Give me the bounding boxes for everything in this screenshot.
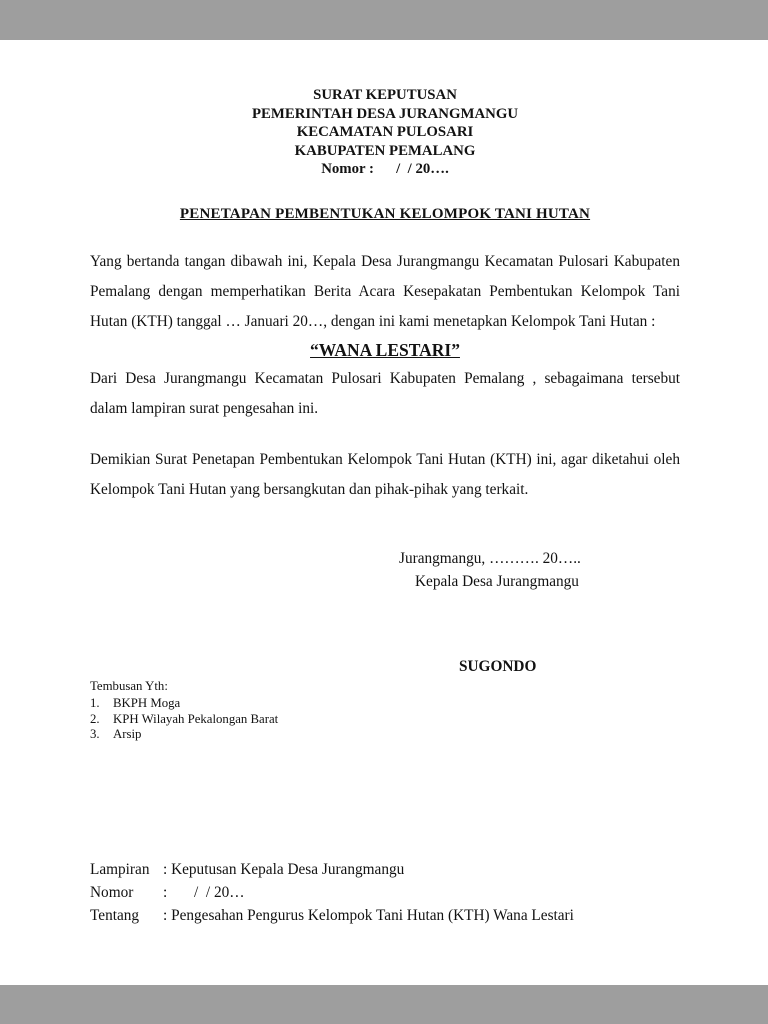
group-name-text: “WANA LESTARI”	[310, 339, 460, 360]
document-title-text: PENETAPAN PEMBENTUKAN KELOMPOK TANI HUTAN	[179, 205, 591, 222]
tembusan-item-number: 1.	[90, 696, 100, 710]
tembusan-title: Tembusan Yth:	[90, 678, 168, 693]
attachment-row-label: Lampiran	[90, 861, 150, 878]
letterhead-line-4: KABUPATEN PEMALANG	[294, 142, 476, 159]
letterhead-line-1: SURAT KEPUTUSAN	[313, 87, 457, 103]
tembusan-item	[90, 712, 680, 728]
tembusan-item-label: KPH Wilayah Pekalongan Barat	[113, 711, 279, 726]
letter-number: Nomor : / / 20….	[321, 161, 449, 177]
letterhead-line-3: KECAMATAN PULOSARI	[296, 124, 474, 140]
signature-role: Kepala Desa Jurangmangu	[415, 572, 579, 590]
attachment-row-value: : Pengesahan Pengurus Kelompok Tani Hutan (KTH) Wana Lestari	[163, 907, 574, 924]
letterhead-line-2: PEMERINTAH DESA JURANGMANGU	[251, 105, 519, 122]
attachment-row-value: : / / 20…	[163, 884, 245, 901]
tembusan-section	[90, 679, 680, 743]
tembusan-item	[90, 696, 680, 712]
tembusan-list	[90, 696, 680, 743]
tembusan-item-number: 2.	[90, 711, 100, 726]
paragraph-closing: Demikian Surat Penetapan Pembentukan Kelompok Tani Hutan (KTH) ini, agar diketahui oleh Kelompok Tani Hutan yang bersangkutan dan pihak-pihak yang terkait.	[90, 450, 680, 498]
attachment-row	[90, 881, 574, 904]
tembusan-item-number: 3.	[90, 727, 100, 741]
attachment-row	[90, 858, 574, 881]
attachment-row	[90, 904, 574, 927]
signature-block	[399, 547, 680, 593]
attachment-row-label: Tentang	[90, 907, 140, 924]
paragraph-opening: Yang bertanda tangan dibawah ini, Kepala Desa Jurangmangu Kecamatan Pulosari Kabupaten Pemalang dengan memperhatikan Berita Acara Kesepakatan Pembentukan Kelompok Tani Hutan (KTH) tanggal … Januari 20…, dengan ini kami menetapkan Kelompok Tani Hutan :	[90, 252, 680, 330]
attachment-reference-block	[90, 858, 574, 927]
tembusan-item	[90, 727, 680, 743]
document-title	[90, 206, 680, 223]
signature-name: SUGONDO	[459, 657, 537, 675]
attachment-row-label: Nomor	[90, 884, 134, 901]
signature-place-date: Jurangmangu, ………. 20…..	[399, 549, 581, 567]
letterhead	[90, 86, 680, 179]
attachment-row-value: : Keputusan Kepala Desa Jurangmangu	[163, 861, 405, 878]
paragraph-origin: Dari Desa Jurangmangu Kecamatan Pulosari Kabupaten Pemalang , sebagaimana tersebut dalam lampiran surat pengesahan ini.	[90, 369, 680, 417]
group-name	[90, 340, 680, 361]
tembusan-item-label: BKPH Moga	[113, 696, 181, 710]
document-page	[0, 40, 768, 985]
tembusan-item-label: Arsip	[113, 727, 142, 741]
